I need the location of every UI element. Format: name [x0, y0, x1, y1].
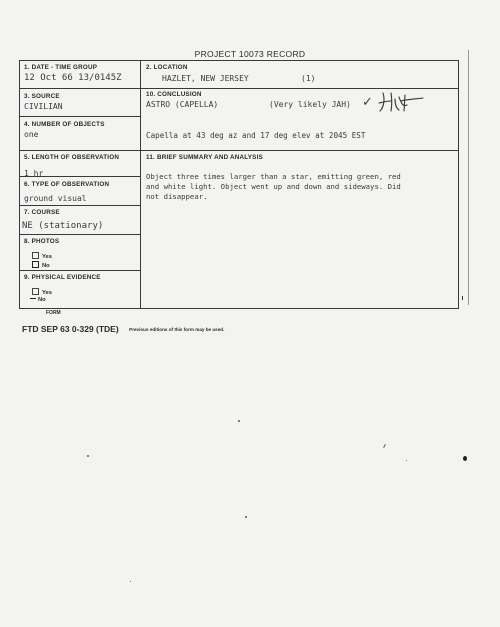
scan-speck — [406, 460, 407, 461]
scan-speck — [130, 581, 131, 582]
location-value: HAZLET, NEW JERSEY — [162, 74, 249, 83]
row-divider — [20, 116, 140, 117]
date-time-group-value: 12 Oct 66 13/0145Z — [24, 73, 122, 83]
checkbox-empty-icon — [32, 288, 39, 295]
course-label: 7. COURSE — [24, 209, 60, 216]
brief-summary-label: 11. BRIEF SUMMARY AND ANALYSIS — [146, 154, 263, 161]
page-edge-line — [468, 50, 469, 305]
type-of-observation-label: 6. TYPE OF OBSERVATION — [24, 181, 110, 188]
conclusion-checkmark: ✓ — [362, 95, 373, 110]
date-time-group-label: 1. DATE - TIME GROUP — [24, 64, 98, 71]
capella-position-note: Capella at 43 deg az and 17 deg elev at 2045 EST — [146, 131, 366, 140]
number-of-objects-value: one — [24, 130, 39, 139]
physical-evidence-label: 9. PHYSICAL EVIDENCE — [24, 274, 101, 281]
record-form — [19, 60, 459, 309]
handwritten-initials-signature — [377, 89, 427, 115]
photos-no-option: No — [32, 261, 50, 269]
row-divider — [20, 205, 140, 206]
row-divider — [20, 150, 458, 151]
scan-speck — [238, 420, 240, 422]
length-of-observation-value: 1 hr — [24, 169, 44, 178]
location-extra: (1) — [301, 74, 316, 83]
physical-evidence-no-option: No — [30, 297, 46, 303]
source-value: CIVILIAN — [24, 102, 63, 111]
conclusion-note: (Very likely JAH) — [269, 100, 351, 109]
scan-speck — [383, 444, 386, 448]
scan-speck — [87, 455, 89, 457]
previous-editions-notice: Previous editions of this form may be used. — [129, 327, 225, 332]
form-word: FORM — [46, 310, 61, 316]
checkbox-marked-icon — [30, 298, 36, 299]
type-of-observation-value: ground visual — [24, 194, 87, 203]
conclusion-value: ASTRO (CAPELLA) — [146, 100, 219, 109]
document-title: PROJECT 10073 RECORD — [194, 49, 306, 59]
row-divider — [20, 270, 140, 271]
scan-speck — [462, 296, 463, 300]
checkbox-checked-icon — [32, 261, 39, 268]
length-of-observation-label: 5. LENGTH OF OBSERVATION — [24, 154, 120, 161]
scan-speck — [463, 456, 467, 461]
column-divider — [140, 61, 141, 308]
photos-label: 8. PHOTOS — [24, 238, 60, 245]
photos-yes-option: Yes — [32, 252, 52, 260]
form-footer — [22, 310, 225, 337]
form-id: FTD SEP 63 0-329 (TDE) — [22, 324, 119, 334]
row-divider — [20, 234, 140, 235]
number-of-objects-label: 4. NUMBER OF OBJECTS — [24, 121, 105, 128]
source-label: 3. SOURCE — [24, 93, 60, 100]
physical-evidence-yes-option: Yes — [32, 288, 52, 296]
course-value: NE (stationary) — [22, 221, 104, 231]
conclusion-label: 10. CONCLUSION — [146, 91, 202, 98]
brief-summary-text: Object three times larger than a star, emitting green, red and white light. Object went up and down and sideways. Did not disappear. — [146, 172, 401, 201]
scan-speck — [245, 516, 247, 518]
location-label: 2. LOCATION — [146, 64, 188, 71]
checkbox-empty-icon — [32, 252, 39, 259]
